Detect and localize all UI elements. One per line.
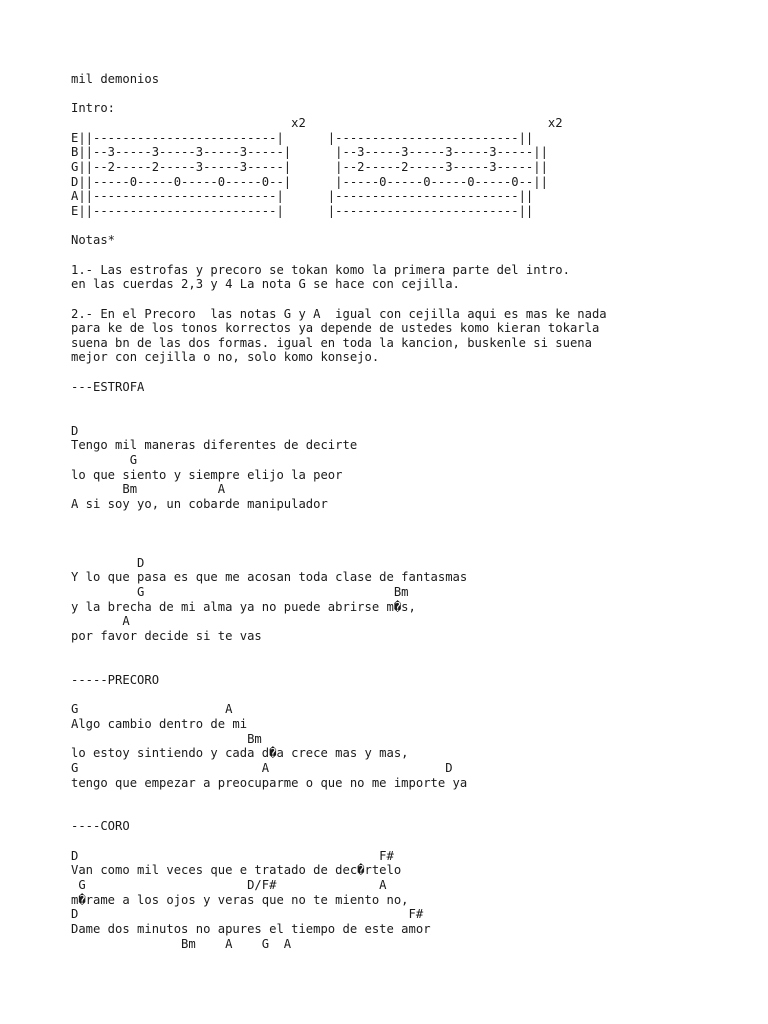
text-line: 2.- En el Precoro las notas G y A igual con cejilla aqui es mas ke nada xyxy=(71,306,607,321)
text-line: para ke de los tonos korrectos ya depende de ustedes komo kieran tokarla xyxy=(71,321,600,336)
text-line: mil demonios xyxy=(71,72,160,86)
text-line: G Bm xyxy=(71,584,409,599)
document-page xyxy=(71,72,751,951)
text-line: D F# xyxy=(71,848,394,863)
text-line: Dame dos minutos no apures el tiempo de este amor xyxy=(71,922,431,937)
text-line: E||-------------------------| |-------------------------|| xyxy=(71,130,534,145)
text-line: B||--3-----3-----3-----3-----| |--3-----3-----3-----3-----|| xyxy=(71,145,548,160)
text-line: y la brecha de mi alma ya no puede abrirse m�s, xyxy=(71,599,416,614)
text-line: A xyxy=(71,614,130,629)
text-line: mejor con cejilla o no, solo komo konsejo. xyxy=(71,350,380,365)
text-line: D||-----0-----0-----0-----0--| |-----0-----0-----0-----0--|| xyxy=(71,174,548,189)
text-line: 1.- Las estrofas y precoro se tokan komo la primera parte del intro. xyxy=(71,262,570,277)
text-line: tengo que empezar a preocuparme o que no me importe ya xyxy=(71,775,468,790)
text-line: Intro: xyxy=(71,101,116,116)
text-line: D xyxy=(71,555,145,570)
chord-tab-text xyxy=(71,72,751,951)
text-line: Notas* xyxy=(71,233,116,248)
text-line: Y lo que pasa es que me acosan toda clase de fantasmas xyxy=(71,570,468,585)
text-line: en las cuerdas 2,3 y 4 La nota G se hace con cejilla. xyxy=(71,277,460,292)
text-line: D F# xyxy=(71,907,424,922)
text-line: lo estoy sintiendo y cada d�a crece mas y mas, xyxy=(71,746,409,761)
text-line: m�rame a los ojos y veras que no te miento no, xyxy=(71,892,409,907)
text-line: G D/F# A xyxy=(71,878,387,893)
text-line: x2 x2 xyxy=(71,115,563,130)
text-line: G||--2-----2-----3-----3-----| |--2-----2-----3-----3-----|| xyxy=(71,159,548,174)
text-line: A si soy yo, un cobarde manipulador xyxy=(71,497,328,512)
text-line: Tengo mil maneras diferentes de decirte xyxy=(71,438,358,453)
text-line: G A D xyxy=(71,760,453,775)
text-line: lo que siento y siempre elijo la peor xyxy=(71,467,343,482)
text-line: suena bn de las dos formas. igual en toda la kancion, buskenle si suena xyxy=(71,335,592,350)
text-line: ---ESTROFA xyxy=(71,379,145,394)
text-line: ----CORO xyxy=(71,819,130,834)
text-line: Bm A xyxy=(71,482,226,497)
text-line: Bm xyxy=(71,731,262,746)
text-line: D xyxy=(71,423,79,438)
text-line: Algo cambio dentro de mi xyxy=(71,716,248,731)
text-line: E||-------------------------| |-------------------------|| xyxy=(71,203,534,218)
text-line: G xyxy=(71,453,138,468)
text-line: Bm A G A xyxy=(71,936,292,951)
text-line: Van como mil veces que e tratado de dec�rtelo xyxy=(71,863,402,878)
text-line: G A xyxy=(71,702,233,717)
text-line: -----PRECORO xyxy=(71,672,160,687)
text-line: A||-------------------------| |-------------------------|| xyxy=(71,189,534,204)
text-line: por favor decide si te vas xyxy=(71,628,262,643)
